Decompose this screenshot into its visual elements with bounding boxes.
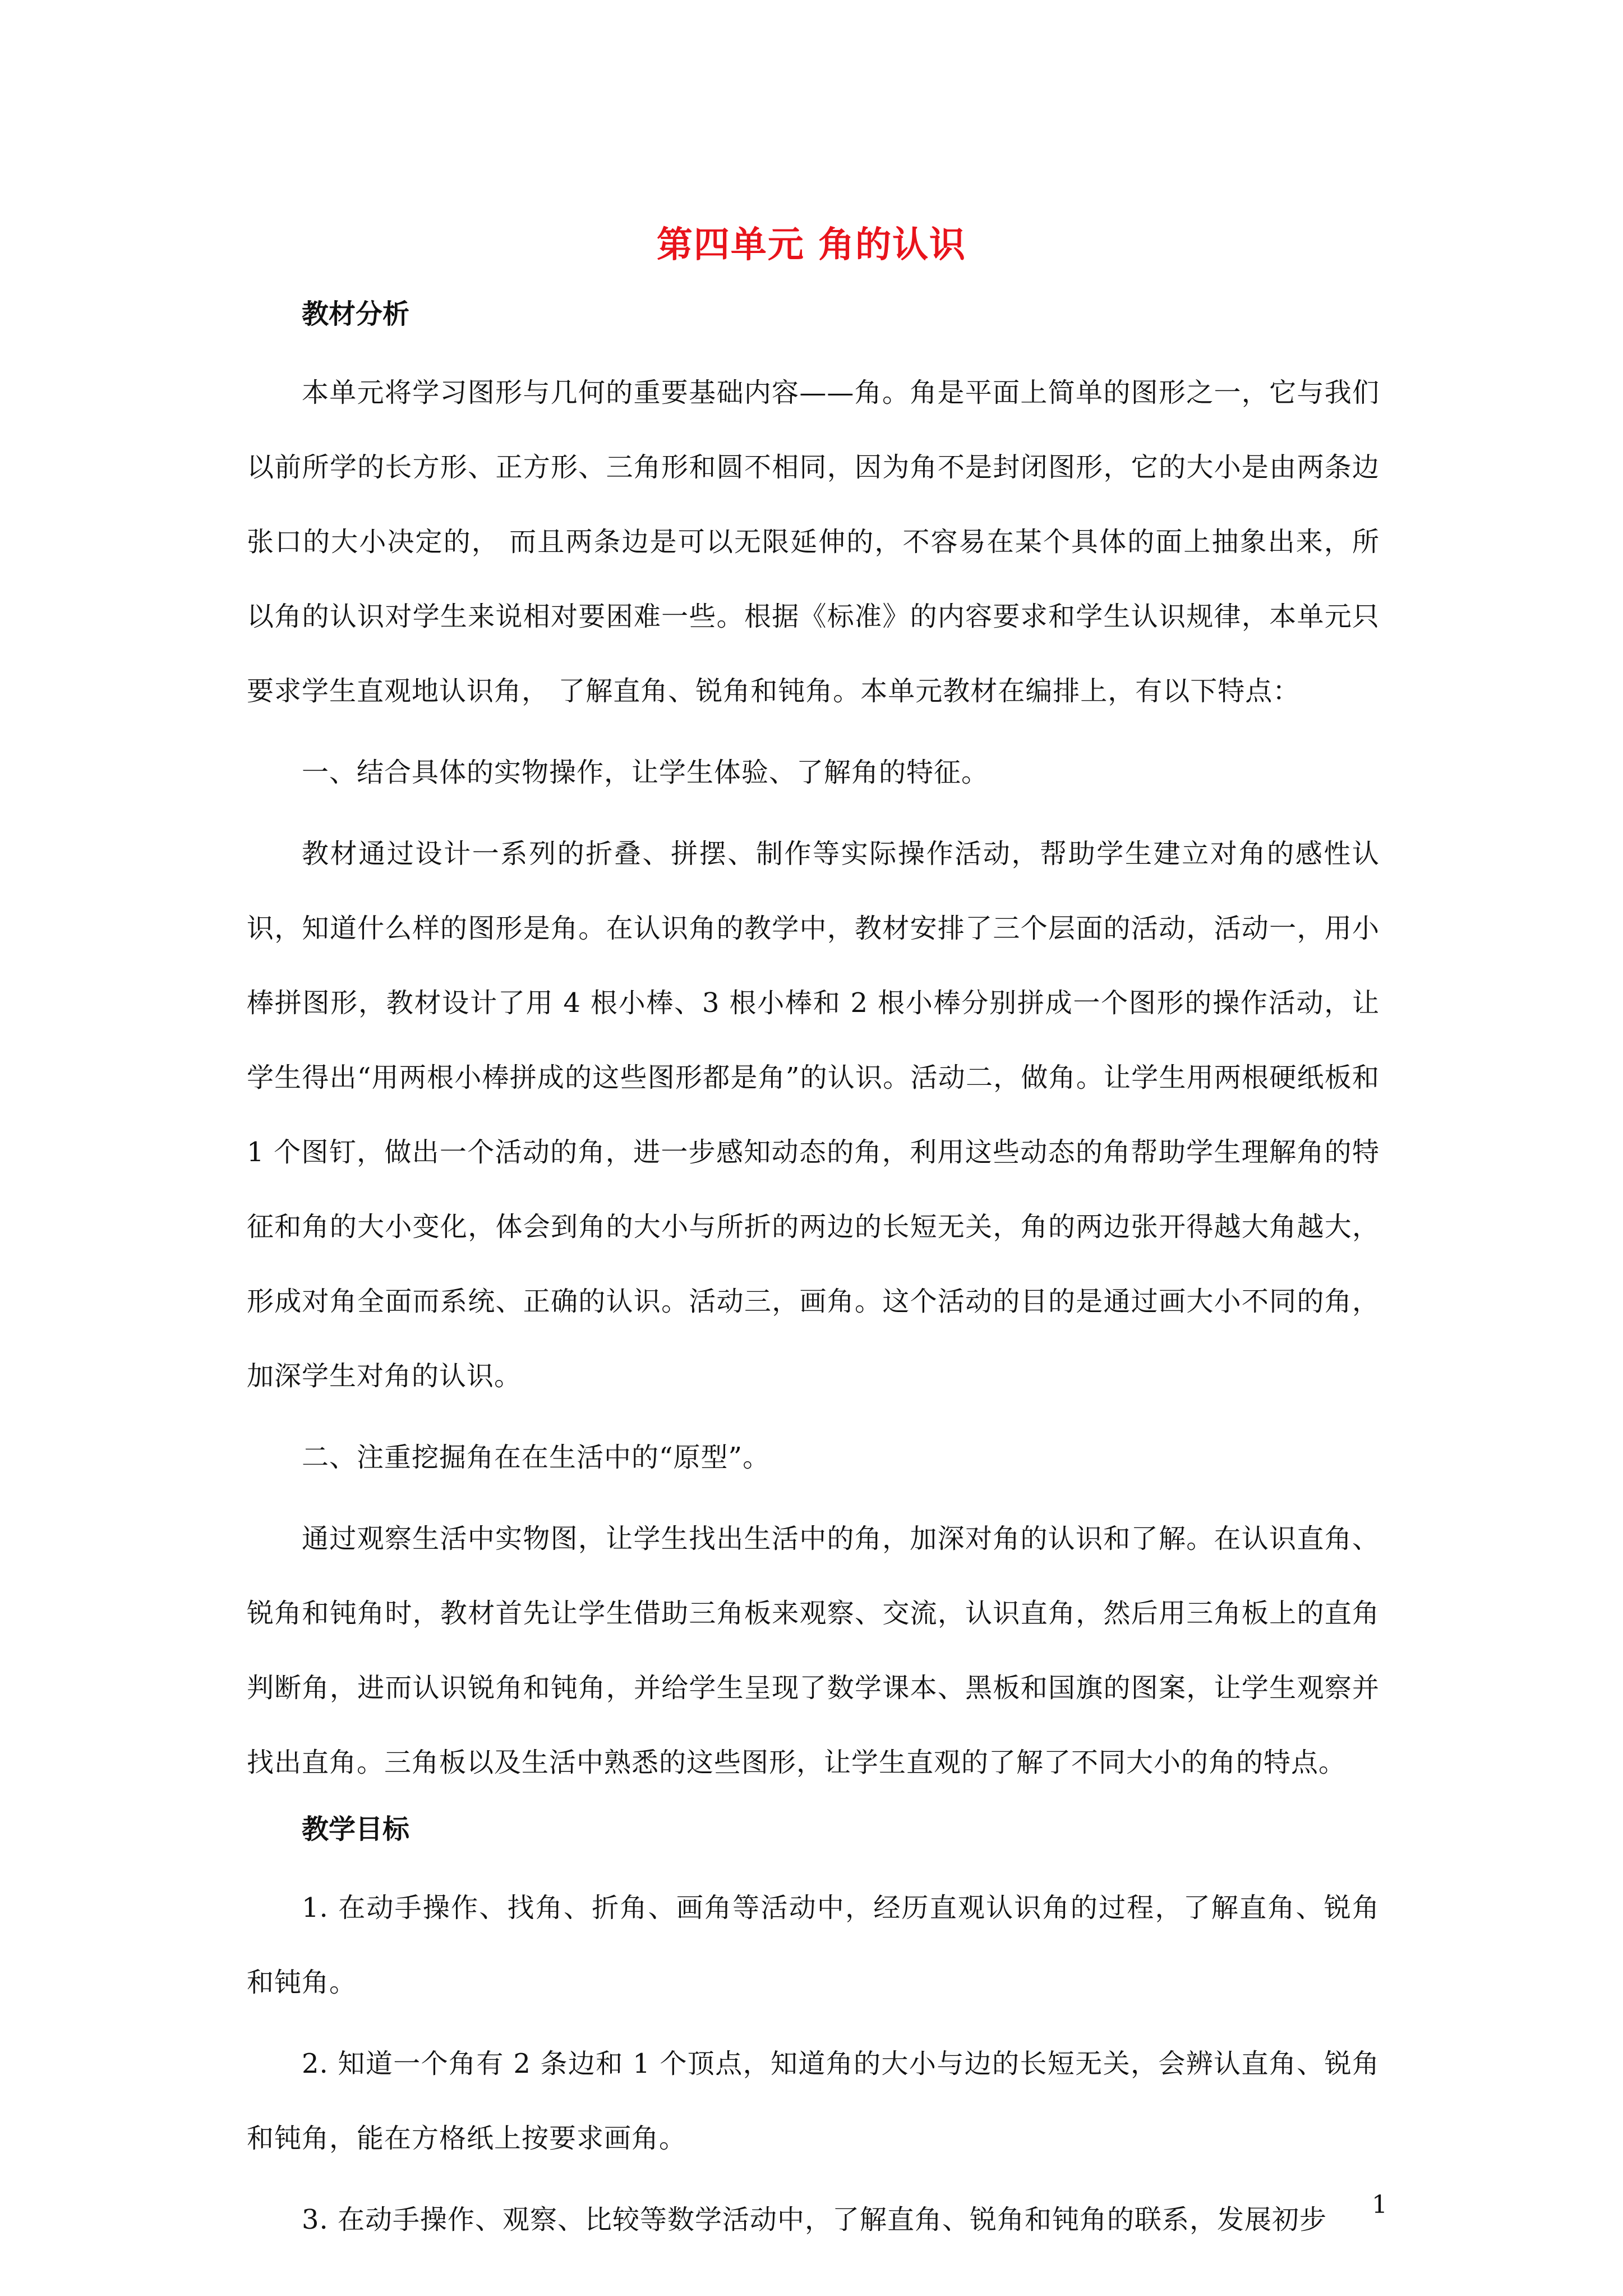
objective-item-3: 3. 在动手操作、观察、比较等数学活动中，了解直角、锐角和钝角的联系，发展初步 [302, 2204, 1327, 2235]
spacer [247, 810, 1380, 817]
spacer [247, 2020, 1380, 2027]
objective-item-2: 2. 知道一个角有 2 条边和 1 个顶点，知道角的大小与边的长短无关，会辨认直角、锐角和钝角，能在方格纸上按要求画角。 [247, 2048, 1380, 2154]
spacer [247, 2176, 1380, 2183]
spacer [247, 1414, 1380, 1420]
document-body [247, 292, 1380, 2257]
analysis-point-2: 二、注重挖掘角在在生活中的“原型”。 [302, 1442, 771, 1473]
analysis-point-1: 一、结合具体的实物操作，让学生体验、了解角的特征。 [302, 757, 989, 788]
spacer [247, 729, 1380, 735]
analysis-paragraph-1: 本单元将学习图形与几何的重要基础内容——角。角是平面上简单的图形之一，它与我们以前所学的长方形、正方形、三角形和圆不相同，因为角不是封闭图形，它的大小是由两条边张口的大小决定的， 而且两条边是可以无限延伸的，不容易在某个具体的面上抽象出来，所以角的认识对学生来说相对要困难一些。根据《标准》的内容要求和学生认识规律，本单元只要求学生直观地认识角， 了解直角、锐角和钝角。本单元教材在编排上，有以下特点： [247, 377, 1380, 707]
document-title: 第四单元 角的认识 [656, 224, 967, 266]
page-number: 1 [1372, 2191, 1387, 2219]
section-heading-analysis: 教材分析 [302, 298, 410, 330]
analysis-paragraph-3: 通过观察生活中实物图，让学生找出生活中的角，加深对角的认识和了解。在认识直角、锐角和钝角时，教材首先让学生借助三角板来观察、交流，认识直角，然后用三角板上的直角判断角，进而认识锐角和钝角，并给学生呈现了数学课本、黑板和国旗的图案，让学生观察并找出直角。三角板以及生活中熟悉的这些图形，让学生直观的了解了不同大小的角的特点。 [247, 1523, 1380, 1778]
spacer [247, 1800, 1380, 1807]
section-heading-objectives: 教学目标 [302, 1814, 410, 1845]
spacer [247, 1495, 1380, 1502]
objective-item-1: 1. 在动手操作、找角、折角、画角等活动中，经历直观认识角的过程，了解直角、锐角和钝角。 [247, 1892, 1380, 1998]
analysis-paragraph-2: 教材通过设计一系列的折叠、拼摆、制作等实际操作活动，帮助学生建立对角的感性认识，知道什么样的图形是角。在认识角的教学中，教材安排了三个层面的活动，活动一，用小棒拼图形，教材设计了用 4 根小棒、3 根小棒和 2 根小棒分别拼成一个图形的操作活动，让学生得出“用两根小棒拼成的这些图形都是角”的认识。活动二，做角。让学生用两根硬纸板和 1 个图钉，做出一个活动的角，进一步感知动态的角，利用这些动态的角帮助学生理解角的特征和角的大小变化，体会到角的大小与所折的两边的长短无关，角的两边张开得越大角越大，形成对角全面而系统、正确的认识。活动三，画角。这个活动的目的是通过画大小不同的角，加深学生对角的认识。 [247, 838, 1380, 1392]
